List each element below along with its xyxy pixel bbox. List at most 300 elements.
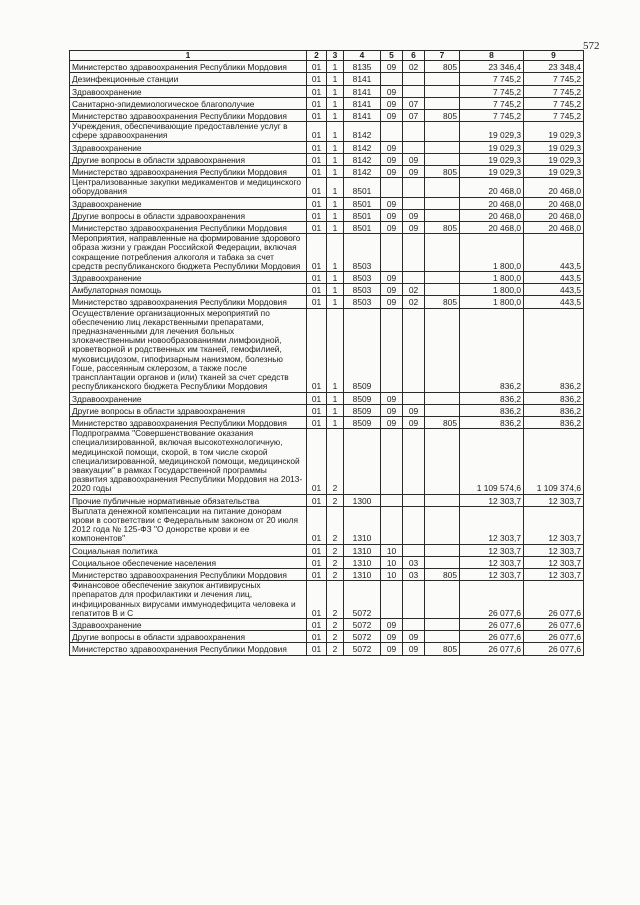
- amount-2-cell: 443,5: [524, 296, 584, 308]
- code-1-cell: 01: [307, 234, 327, 272]
- subsection-cell: 07: [403, 97, 425, 109]
- section-cell: 09: [381, 110, 403, 122]
- section-cell: 09: [381, 631, 403, 643]
- subsection-cell: [403, 618, 425, 630]
- subsection-cell: [403, 197, 425, 209]
- section-cell: 09: [381, 61, 403, 73]
- code-target-cell: 8142: [344, 122, 381, 141]
- expense-type-cell: 805: [425, 568, 460, 580]
- code-target-cell: 8142: [344, 166, 381, 178]
- amount-2-cell: 20 468,0: [524, 197, 584, 209]
- code-1-cell: 01: [307, 416, 327, 428]
- subsection-cell: 07: [403, 110, 425, 122]
- code-target-cell: 8141: [344, 110, 381, 122]
- subsection-cell: [403, 85, 425, 97]
- section-cell: [381, 429, 403, 494]
- amount-1-cell: 7 745,2: [460, 73, 524, 85]
- row-name-cell: Министерство здравоохранения Республики Мордовия: [70, 110, 307, 122]
- code-target-cell: 8509: [344, 404, 381, 416]
- page-number: 572: [583, 40, 600, 52]
- subsection-cell: [403, 272, 425, 284]
- subsection-cell: [403, 544, 425, 556]
- amount-1-cell: 1 800,0: [460, 284, 524, 296]
- section-cell: [381, 494, 403, 506]
- expense-type-cell: [425, 73, 460, 85]
- code-1-cell: 01: [307, 222, 327, 234]
- subsection-cell: [403, 73, 425, 85]
- code-1-cell: 01: [307, 178, 327, 197]
- expense-type-cell: [425, 85, 460, 97]
- amount-2-cell: 836,2: [524, 308, 584, 392]
- expense-type-cell: [425, 392, 460, 404]
- row-name-cell: Здравоохранение: [70, 392, 307, 404]
- section-cell: [381, 122, 403, 141]
- table-row: [70, 110, 584, 122]
- amount-1-cell: 836,2: [460, 404, 524, 416]
- subsection-cell: 09: [403, 209, 425, 221]
- subsection-cell: [403, 178, 425, 197]
- code-1-cell: 01: [307, 197, 327, 209]
- code-1-cell: 01: [307, 581, 327, 619]
- code-1-cell: 01: [307, 643, 327, 655]
- expense-type-cell: [425, 506, 460, 544]
- code-2-cell: 2: [327, 631, 344, 643]
- table-row: [70, 234, 584, 272]
- subsection-cell: 09: [403, 166, 425, 178]
- section-cell: 09: [381, 153, 403, 165]
- table-body: [70, 61, 584, 655]
- table-row: [70, 429, 584, 494]
- table-row: [70, 392, 584, 404]
- code-1-cell: 01: [307, 284, 327, 296]
- expense-type-cell: [425, 178, 460, 197]
- amount-1-cell: 23 346,4: [460, 61, 524, 73]
- row-name-cell: Другие вопросы в области здравоохранения: [70, 404, 307, 416]
- amount-1-cell: 7 745,2: [460, 97, 524, 109]
- code-1-cell: 01: [307, 392, 327, 404]
- code-1-cell: 01: [307, 153, 327, 165]
- expense-type-cell: 805: [425, 61, 460, 73]
- amount-2-cell: 20 468,0: [524, 209, 584, 221]
- expense-type-cell: [425, 429, 460, 494]
- expense-type-cell: [425, 581, 460, 619]
- code-target-cell: 5072: [344, 581, 381, 619]
- row-name-cell: Другие вопросы в области здравоохранения: [70, 209, 307, 221]
- expense-type-cell: [425, 618, 460, 630]
- subsection-cell: [403, 506, 425, 544]
- column-header: 4: [344, 51, 381, 61]
- subsection-cell: 09: [403, 222, 425, 234]
- expense-type-cell: [425, 284, 460, 296]
- amount-1-cell: 19 029,3: [460, 122, 524, 141]
- code-target-cell: 8509: [344, 392, 381, 404]
- table-row: [70, 308, 584, 392]
- section-cell: 09: [381, 296, 403, 308]
- code-2-cell: 1: [327, 416, 344, 428]
- table-row: [70, 494, 584, 506]
- section-cell: 09: [381, 404, 403, 416]
- table-row: [70, 556, 584, 568]
- amount-2-cell: 443,5: [524, 284, 584, 296]
- subsection-cell: [403, 392, 425, 404]
- amount-2-cell: 7 745,2: [524, 85, 584, 97]
- expense-type-cell: [425, 631, 460, 643]
- code-1-cell: 01: [307, 404, 327, 416]
- code-2-cell: 1: [327, 85, 344, 97]
- section-cell: 09: [381, 618, 403, 630]
- row-name-cell: Здравоохранение: [70, 85, 307, 97]
- code-target-cell: 1310: [344, 568, 381, 580]
- amount-1-cell: 7 745,2: [460, 85, 524, 97]
- code-2-cell: 2: [327, 568, 344, 580]
- subsection-cell: [403, 141, 425, 153]
- row-name-cell: Социальное обеспечение населения: [70, 556, 307, 568]
- code-target-cell: 8501: [344, 222, 381, 234]
- amount-2-cell: 12 303,7: [524, 568, 584, 580]
- table-row: [70, 97, 584, 109]
- table-row: [70, 506, 584, 544]
- code-target-cell: 5072: [344, 631, 381, 643]
- amount-2-cell: 19 029,3: [524, 153, 584, 165]
- code-1-cell: 01: [307, 494, 327, 506]
- subsection-cell: 03: [403, 556, 425, 568]
- code-2-cell: 1: [327, 97, 344, 109]
- amount-2-cell: 26 077,6: [524, 581, 584, 619]
- subsection-cell: [403, 494, 425, 506]
- code-2-cell: 2: [327, 506, 344, 544]
- table-row: [70, 122, 584, 141]
- amount-1-cell: 1 800,0: [460, 272, 524, 284]
- column-header: 8: [460, 51, 524, 61]
- amount-1-cell: 26 077,6: [460, 618, 524, 630]
- subsection-cell: [403, 581, 425, 619]
- subsection-cell: 02: [403, 284, 425, 296]
- subsection-cell: 09: [403, 416, 425, 428]
- row-name-cell: Учреждения, обеспечивающие предоставление услуг в сфере здравоохранения: [70, 122, 307, 141]
- expense-type-cell: [425, 272, 460, 284]
- row-name-cell: Здравоохранение: [70, 272, 307, 284]
- row-name-cell: Финансовое обеспечение закупок антивирусных препаратов для профилактики и лечения лиц, инфицированных вирусами иммунодефицита человека и гепатитов В и С: [70, 581, 307, 619]
- amount-2-cell: 836,2: [524, 416, 584, 428]
- code-target-cell: 5072: [344, 618, 381, 630]
- code-2-cell: 1: [327, 209, 344, 221]
- code-1-cell: 01: [307, 166, 327, 178]
- code-2-cell: 2: [327, 544, 344, 556]
- table-row: [70, 643, 584, 655]
- code-2-cell: 1: [327, 234, 344, 272]
- row-name-cell: Прочие публичные нормативные обязательства: [70, 494, 307, 506]
- amount-2-cell: 20 468,0: [524, 178, 584, 197]
- code-target-cell: 8509: [344, 308, 381, 392]
- code-target-cell: 8501: [344, 209, 381, 221]
- code-target-cell: 8141: [344, 85, 381, 97]
- amount-2-cell: 12 303,7: [524, 556, 584, 568]
- section-cell: [381, 308, 403, 392]
- amount-1-cell: 19 029,3: [460, 141, 524, 153]
- amount-2-cell: 26 077,6: [524, 643, 584, 655]
- code-1-cell: 01: [307, 308, 327, 392]
- table-row: [70, 581, 584, 619]
- section-cell: 10: [381, 544, 403, 556]
- code-2-cell: 1: [327, 308, 344, 392]
- amount-2-cell: 19 029,3: [524, 122, 584, 141]
- code-1-cell: 01: [307, 429, 327, 494]
- amount-2-cell: 7 745,2: [524, 97, 584, 109]
- code-target-cell: 8141: [344, 73, 381, 85]
- table-row: [70, 272, 584, 284]
- header-row: [70, 51, 584, 61]
- subsection-cell: 09: [403, 404, 425, 416]
- row-name-cell: Министерство здравоохранения Республики Мордовия: [70, 296, 307, 308]
- expense-type-cell: 805: [425, 222, 460, 234]
- section-cell: 09: [381, 141, 403, 153]
- table-row: [70, 296, 584, 308]
- amount-1-cell: 1 800,0: [460, 234, 524, 272]
- table-row: [70, 61, 584, 73]
- code-2-cell: 1: [327, 404, 344, 416]
- section-cell: 09: [381, 222, 403, 234]
- code-target-cell: 8503: [344, 296, 381, 308]
- column-header: 9: [524, 51, 584, 61]
- row-name-cell: Министерство здравоохранения Республики Мордовия: [70, 643, 307, 655]
- expense-type-cell: [425, 197, 460, 209]
- table-row: [70, 141, 584, 153]
- code-target-cell: 8503: [344, 284, 381, 296]
- amount-1-cell: 1 800,0: [460, 296, 524, 308]
- amount-2-cell: 836,2: [524, 404, 584, 416]
- code-2-cell: 1: [327, 178, 344, 197]
- section-cell: 10: [381, 568, 403, 580]
- column-header: 2: [307, 51, 327, 61]
- section-cell: 09: [381, 643, 403, 655]
- subsection-cell: 09: [403, 643, 425, 655]
- amount-2-cell: 12 303,7: [524, 544, 584, 556]
- section-cell: 09: [381, 97, 403, 109]
- code-target-cell: 8503: [344, 272, 381, 284]
- section-cell: 09: [381, 284, 403, 296]
- expense-type-cell: [425, 122, 460, 141]
- table-row: [70, 222, 584, 234]
- row-name-cell: Санитарно-эпидемиологическое благополучие: [70, 97, 307, 109]
- section-cell: 09: [381, 272, 403, 284]
- row-name-cell: Мероприятия, направленные на формирование здорового образа жизни у граждан Российской Федерации, включая сокращение потребления алкоголя и табака за счет средств республиканского бюджета Республики Мордовия: [70, 234, 307, 272]
- subsection-cell: [403, 429, 425, 494]
- section-cell: 09: [381, 85, 403, 97]
- row-name-cell: Другие вопросы в области здравоохранения: [70, 631, 307, 643]
- expense-type-cell: [425, 404, 460, 416]
- code-target-cell: 5072: [344, 643, 381, 655]
- section-cell: 09: [381, 392, 403, 404]
- column-header: 1: [70, 51, 307, 61]
- table-row: [70, 197, 584, 209]
- code-target-cell: 1310: [344, 556, 381, 568]
- expense-type-cell: [425, 544, 460, 556]
- code-2-cell: 1: [327, 61, 344, 73]
- code-1-cell: 01: [307, 568, 327, 580]
- row-name-cell: Здравоохранение: [70, 141, 307, 153]
- section-cell: 09: [381, 166, 403, 178]
- amount-1-cell: 26 077,6: [460, 581, 524, 619]
- amount-1-cell: 20 468,0: [460, 197, 524, 209]
- code-1-cell: 01: [307, 73, 327, 85]
- table-row: [70, 544, 584, 556]
- code-2-cell: 2: [327, 618, 344, 630]
- amount-2-cell: 7 745,2: [524, 110, 584, 122]
- code-2-cell: 1: [327, 141, 344, 153]
- code-target-cell: 8503: [344, 234, 381, 272]
- code-2-cell: 1: [327, 166, 344, 178]
- expense-type-cell: [425, 141, 460, 153]
- table-row: [70, 568, 584, 580]
- code-2-cell: 2: [327, 581, 344, 619]
- amount-1-cell: 20 468,0: [460, 178, 524, 197]
- code-1-cell: 01: [307, 272, 327, 284]
- section-cell: [381, 234, 403, 272]
- amount-1-cell: 836,2: [460, 416, 524, 428]
- section-cell: 09: [381, 197, 403, 209]
- section-cell: [381, 73, 403, 85]
- code-1-cell: 01: [307, 141, 327, 153]
- table-row: [70, 618, 584, 630]
- code-2-cell: 1: [327, 222, 344, 234]
- amount-1-cell: 836,2: [460, 392, 524, 404]
- code-2-cell: 1: [327, 110, 344, 122]
- code-2-cell: 1: [327, 272, 344, 284]
- row-name-cell: Другие вопросы в области здравоохранения: [70, 153, 307, 165]
- code-2-cell: 1: [327, 197, 344, 209]
- amount-1-cell: 12 303,7: [460, 556, 524, 568]
- table-row: [70, 209, 584, 221]
- code-target-cell: 8509: [344, 416, 381, 428]
- budget-table: [69, 50, 584, 656]
- row-name-cell: Министерство здравоохранения Республики Мордовия: [70, 568, 307, 580]
- code-target-cell: 8142: [344, 153, 381, 165]
- amount-1-cell: 19 029,3: [460, 166, 524, 178]
- row-name-cell: Амбулаторная помощь: [70, 284, 307, 296]
- code-1-cell: 01: [307, 85, 327, 97]
- row-name-cell: Министерство здравоохранения Республики Мордовия: [70, 61, 307, 73]
- expense-type-cell: 805: [425, 296, 460, 308]
- code-target-cell: [344, 429, 381, 494]
- amount-2-cell: 443,5: [524, 272, 584, 284]
- row-name-cell: Министерство здравоохранения Республики Мордовия: [70, 416, 307, 428]
- subsection-cell: [403, 308, 425, 392]
- code-1-cell: 01: [307, 122, 327, 141]
- section-cell: [381, 506, 403, 544]
- code-1-cell: 01: [307, 556, 327, 568]
- row-name-cell: Социальная политика: [70, 544, 307, 556]
- amount-1-cell: 836,2: [460, 308, 524, 392]
- amount-2-cell: 12 303,7: [524, 494, 584, 506]
- amount-1-cell: 1 109 574,6: [460, 429, 524, 494]
- code-target-cell: 8501: [344, 197, 381, 209]
- row-name-cell: Подпрограмма "Совершенствование оказания специализированной, включая высокотехнологичную, медицинской помощи, скорой, в том числе скорой специализированной, медицинской помощи, медицинской эвакуации" в рамках Государственной программы развития здравоохранения Республики Мордовия на 2013-2020 годы: [70, 429, 307, 494]
- row-name-cell: Министерство здравоохранения Республики Мордовия: [70, 166, 307, 178]
- amount-2-cell: 20 468,0: [524, 222, 584, 234]
- code-target-cell: 8142: [344, 141, 381, 153]
- column-header: 3: [327, 51, 344, 61]
- column-header: 6: [403, 51, 425, 61]
- code-target-cell: 1300: [344, 494, 381, 506]
- row-name-cell: Выплата денежной компенсации на питание донорам крови в соответствии с Федеральным законом от 20 июля 2012 года № 125-ФЗ "О донорстве крови и ее компонентов": [70, 506, 307, 544]
- table-row: [70, 85, 584, 97]
- subsection-cell: 09: [403, 631, 425, 643]
- section-cell: 10: [381, 556, 403, 568]
- expense-type-cell: [425, 97, 460, 109]
- amount-1-cell: 7 745,2: [460, 110, 524, 122]
- amount-1-cell: 26 077,6: [460, 643, 524, 655]
- amount-1-cell: 12 303,7: [460, 494, 524, 506]
- table-row: [70, 284, 584, 296]
- subsection-cell: 02: [403, 296, 425, 308]
- row-name-cell: Осуществление организационных мероприятий по обеспечению лиц лекарственными препаратами, предназначенными для лечения больных злокачественными новообразованиями лимфоидной, кроветворной и родственных им тканей, гемофилией, муковисцидозом, гипофизарным нанизмом, болезнью Гоше, рассеянным склерозом, а также после трансплантации органов и (или) тканей за счет средств республиканского бюджета Республики Мордовия: [70, 308, 307, 392]
- expense-type-cell: 805: [425, 166, 460, 178]
- code-2-cell: 2: [327, 643, 344, 655]
- table-row: [70, 178, 584, 197]
- row-name-cell: Дезинфекционные станции: [70, 73, 307, 85]
- amount-2-cell: 7 745,2: [524, 73, 584, 85]
- table-row: [70, 416, 584, 428]
- code-1-cell: 01: [307, 631, 327, 643]
- code-2-cell: 2: [327, 429, 344, 494]
- code-1-cell: 01: [307, 618, 327, 630]
- table-row: [70, 153, 584, 165]
- code-2-cell: 1: [327, 284, 344, 296]
- expense-type-cell: 805: [425, 643, 460, 655]
- code-1-cell: 01: [307, 61, 327, 73]
- amount-2-cell: 26 077,6: [524, 618, 584, 630]
- amount-1-cell: 26 077,6: [460, 631, 524, 643]
- subsection-cell: 09: [403, 153, 425, 165]
- code-1-cell: 01: [307, 544, 327, 556]
- amount-1-cell: 12 303,7: [460, 568, 524, 580]
- section-cell: [381, 178, 403, 197]
- code-1-cell: 01: [307, 506, 327, 544]
- table-row: [70, 73, 584, 85]
- expense-type-cell: [425, 234, 460, 272]
- expense-type-cell: [425, 556, 460, 568]
- code-1-cell: 01: [307, 296, 327, 308]
- amount-2-cell: 19 029,3: [524, 166, 584, 178]
- code-2-cell: 1: [327, 296, 344, 308]
- subsection-cell: [403, 234, 425, 272]
- row-name-cell: Министерство здравоохранения Республики Мордовия: [70, 222, 307, 234]
- code-target-cell: 8135: [344, 61, 381, 73]
- code-target-cell: 8501: [344, 178, 381, 197]
- amount-2-cell: 23 348,4: [524, 61, 584, 73]
- code-2-cell: 2: [327, 494, 344, 506]
- subsection-cell: 02: [403, 61, 425, 73]
- code-target-cell: 1310: [344, 544, 381, 556]
- amount-1-cell: 20 468,0: [460, 209, 524, 221]
- expense-type-cell: [425, 209, 460, 221]
- expense-type-cell: 805: [425, 416, 460, 428]
- code-1-cell: 01: [307, 110, 327, 122]
- code-2-cell: 1: [327, 153, 344, 165]
- code-2-cell: 1: [327, 392, 344, 404]
- row-name-cell: Здравоохранение: [70, 618, 307, 630]
- expense-type-cell: [425, 153, 460, 165]
- amount-2-cell: 26 077,6: [524, 631, 584, 643]
- amount-2-cell: 19 029,3: [524, 141, 584, 153]
- table-row: [70, 166, 584, 178]
- code-target-cell: 1310: [344, 506, 381, 544]
- section-cell: 09: [381, 209, 403, 221]
- amount-1-cell: 12 303,7: [460, 544, 524, 556]
- row-name-cell: Здравоохранение: [70, 197, 307, 209]
- table-row: [70, 631, 584, 643]
- section-cell: 09: [381, 416, 403, 428]
